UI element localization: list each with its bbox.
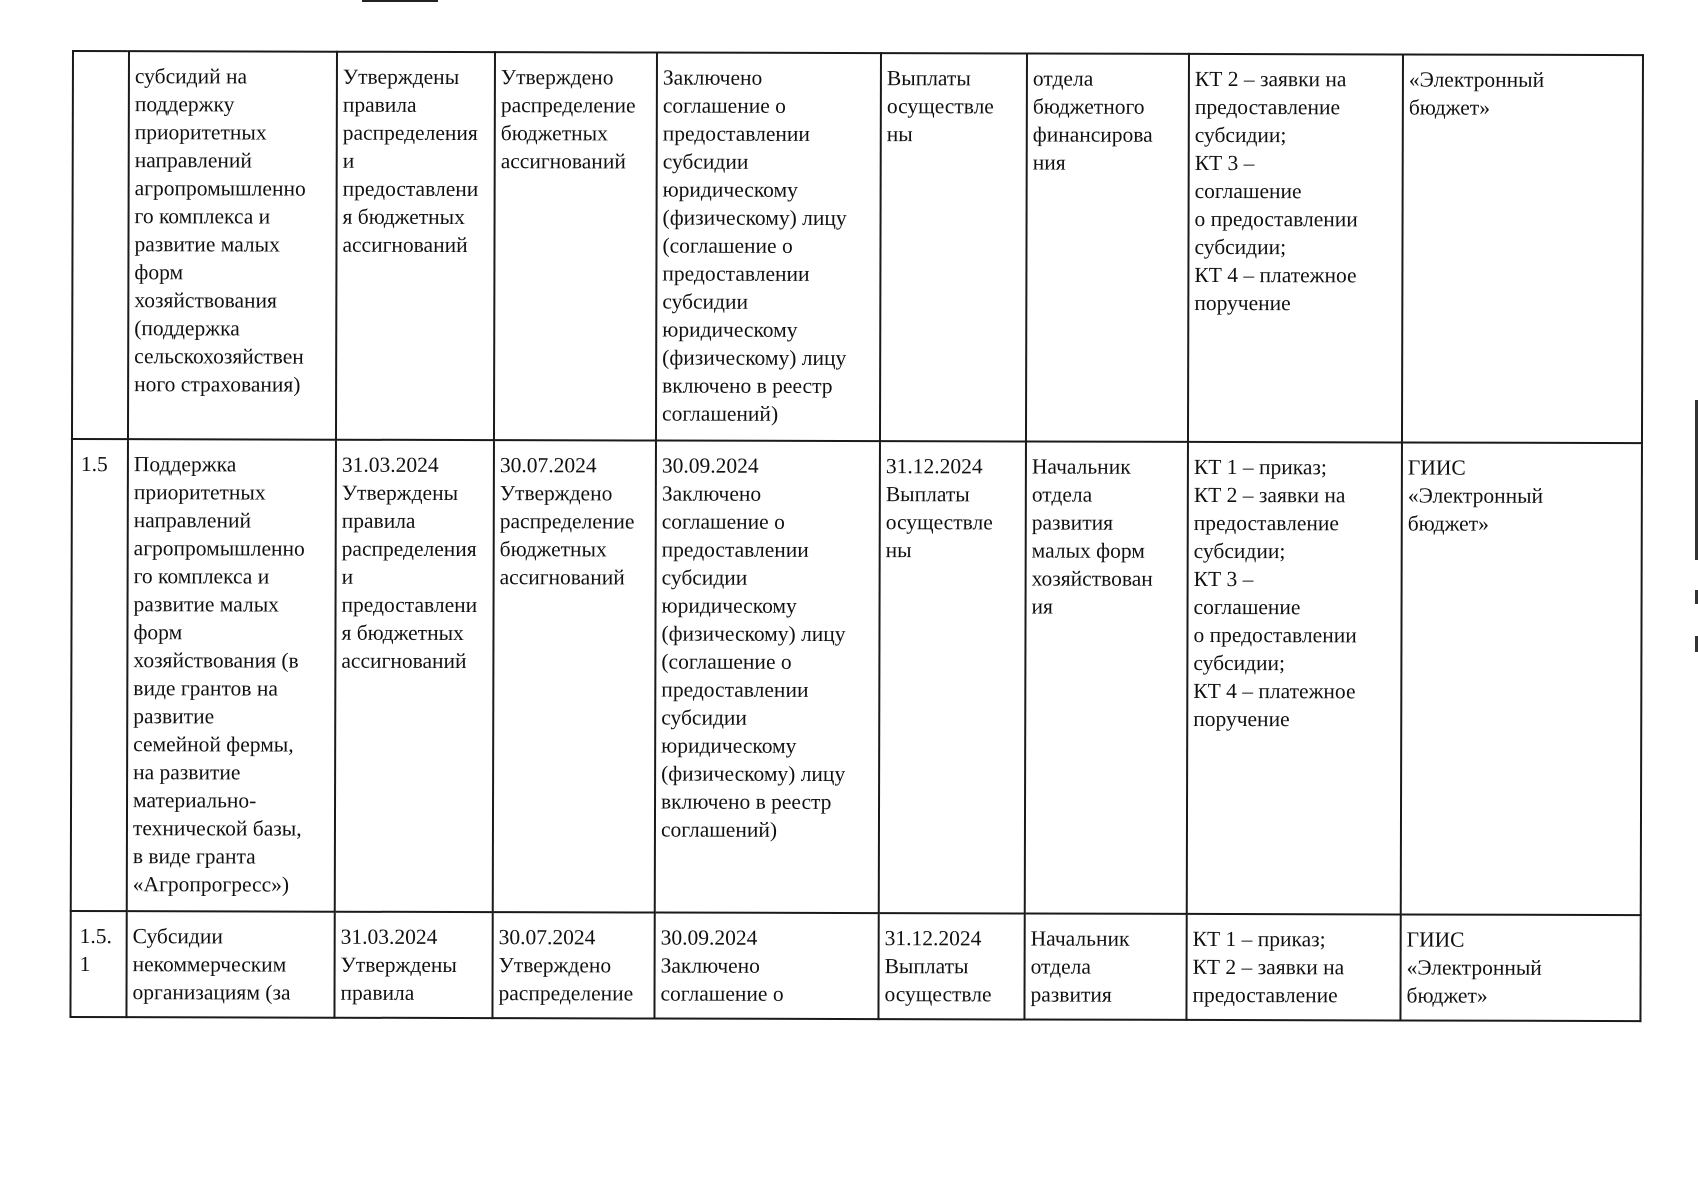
information-system-cell: ГИИС «Электронный бюджет»	[1401, 442, 1642, 915]
control-point-3-cell: 30.09.2024 Заключено соглашение о предоставлении субсидии юридическому (физическому) лицу (соглашение о предоставлении субсидии юридическому (физическому) лицу включено в реестр соглашений)	[655, 441, 880, 914]
documents-cell: КТ 1 – приказ; КТ 2 – заявки на предоставление	[1186, 914, 1400, 1021]
information-system-cell: ГИИС «Электронный бюджет»	[1400, 914, 1640, 1021]
control-point-4-cell: 31.12.2024 Выплаты осуществле	[878, 913, 1024, 1019]
control-point-4-cell: 31.12.2024 Выплаты осуществле ны	[879, 441, 1026, 913]
row-number-cell: 1.5	[71, 439, 128, 911]
control-point-3-cell: 30.09.2024 Заключено соглашение о	[654, 913, 878, 1020]
control-point-1-cell: Утверждены правила распределения и предоставлени я бюджетных ассигнований	[336, 52, 495, 440]
control-point-4-cell: Выплаты осуществле ны	[880, 53, 1027, 441]
row-number-cell	[72, 51, 129, 439]
event-name-cell: Поддержка приоритетных направлений агропромышленно го комплекса и развитие малых форм хозяйствования (в виде грантов на развитие семейной фермы, на развитие материально- технической базы, в виде гранта «Агропрогресс»)	[127, 439, 336, 912]
documents-cell: КТ 2 – заявки на предоставление субсидии; КТ 3 – соглашение о предоставлении субсидии; КТ 4 – платежное поручение	[1188, 54, 1403, 443]
control-point-1-cell: 31.03.2024 Утверждены правила распределения и предоставлени я бюджетных ассигнований	[335, 440, 494, 912]
row-number-cell: 1.5. 1	[70, 911, 126, 1017]
event-name-cell: субсидий на поддержку приоритетных направлений агропромышленно го комплекса и развитие малых форм хозяйствования (поддержка сельскохозяйствен ного страхования)	[128, 51, 337, 440]
scan-edge-marks	[1694, 400, 1698, 660]
table-row	[71, 439, 1642, 915]
control-points-table	[69, 50, 1644, 1022]
scan-mark-top	[362, 0, 438, 2]
information-system-cell: «Электронный бюджет»	[1402, 54, 1643, 443]
control-point-2-cell: 30.07.2024 Утверждено распределение	[492, 912, 654, 1018]
control-point-2-cell: Утверждено распределение бюджетных ассигнований	[494, 52, 657, 440]
table-row	[72, 51, 1643, 443]
control-point-2-cell: 30.07.2024 Утверждено распределение бюджетных ассигнований	[493, 440, 656, 912]
table-row	[70, 911, 1640, 1021]
documents-cell: КТ 1 – приказ; КТ 2 – заявки на предоставление субсидии; КТ 3 – соглашение о предоставлении субсидии; КТ 4 – платежное поручение	[1187, 442, 1402, 915]
responsible-cell: отдела бюджетного финансирова ния	[1026, 54, 1189, 442]
control-point-3-cell: Заключено соглашение о предоставлении субсидии юридическому (физическому) лицу (соглашение о предоставлении субсидии юридическому (физическому) лицу включено в реестр соглашений)	[656, 53, 881, 442]
event-name-cell: Субсидии некоммерческим организациям (за	[126, 911, 334, 1018]
responsible-cell: Начальник отдела развития	[1024, 913, 1186, 1019]
responsible-cell: Начальник отдела развития малых форм хозяйствован ия	[1025, 441, 1188, 913]
control-point-1-cell: 31.03.2024 Утверждены правила	[334, 912, 492, 1018]
